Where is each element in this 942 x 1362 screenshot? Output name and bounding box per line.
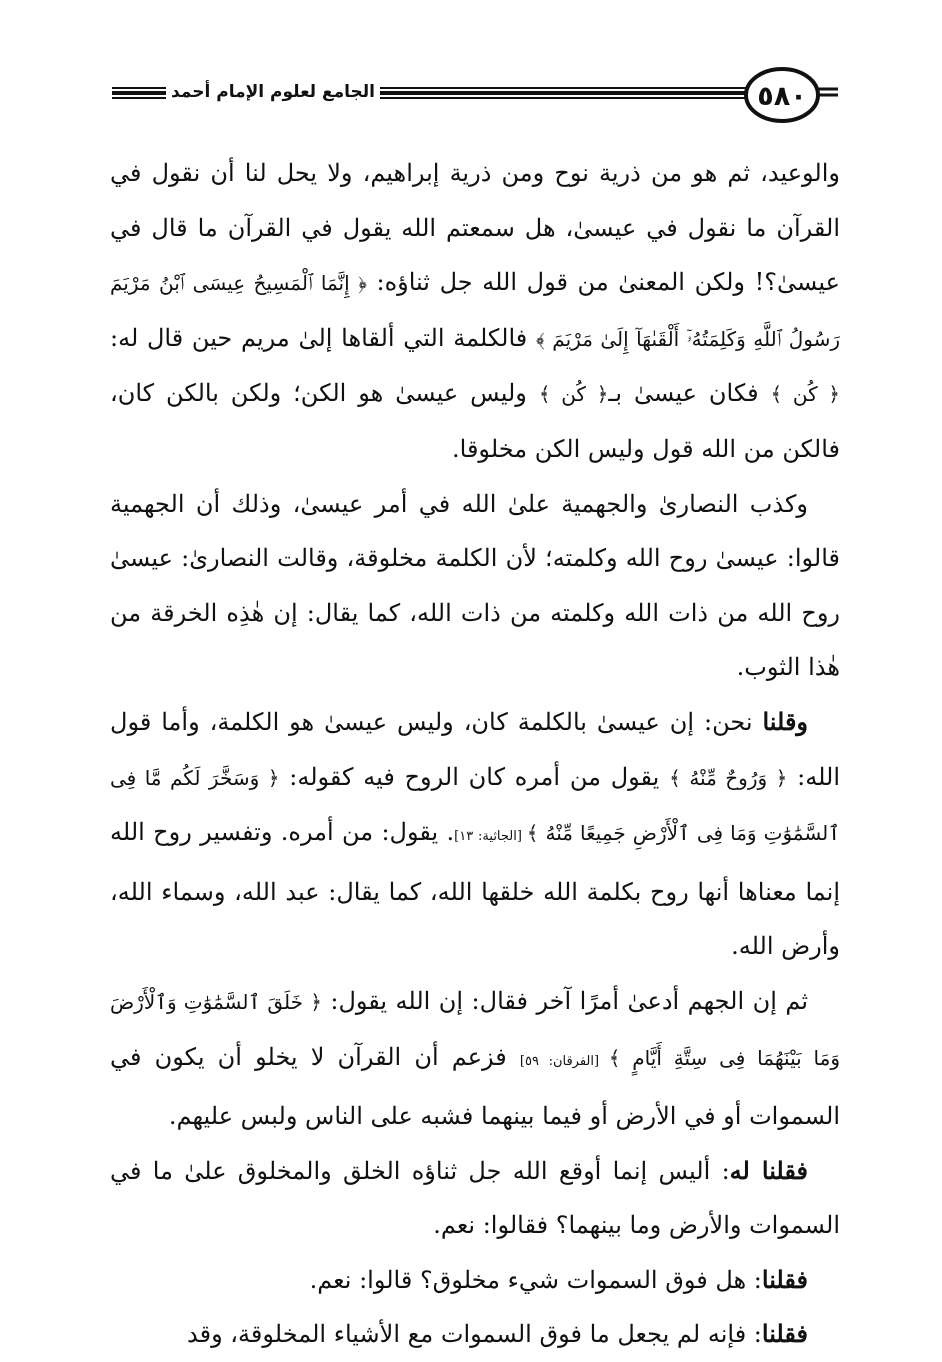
verse-reference: [الجاثية: ١٣] [454, 829, 527, 845]
quran-verse: ﴿ وَرُوحٌ مِّنْهُ ﴾ [669, 765, 788, 790]
body-text: فزعم أن القرآن لا يخلو أن يكون في السموات أو في الأرض أو فيما بينهما فشبه على الناس ولبس عليهم. [110, 1042, 840, 1131]
speaker-label: فقلنا [761, 1264, 808, 1294]
body-text: يقول من أمره كان الروح فيه كقوله: [279, 762, 670, 791]
paragraph-5 [110, 1144, 840, 1253]
paragraph-4 [110, 974, 840, 1144]
body-text: : فإنه لم يجعل ما فوق السموات مع الأشياء المخلوقة، وقد [187, 1320, 762, 1349]
quran-verse: ﴿ إِنَّمَا ٱلْمَسِيحُ عِيسَى ٱبْنُ مَرْيَمَ رَسُولُ ٱللَّهِ وَكَلِمَتُهُۥٓ أَلْقَىٰهَآ إِلَىٰ مَرْيَمَ ﴾ [110, 271, 840, 351]
paragraph-7 [110, 1307, 840, 1362]
quran-verse: ﴿ كُن ﴾ [770, 382, 840, 407]
page-header [0, 0, 942, 150]
body-text: : أليس إنما أوقع الله جل ثناؤه الخلق والمخلوق علىٰ ما في السموات والأرض وما بينهما؟ فقالوا: نعم. [110, 1156, 840, 1240]
paragraph-1 [110, 146, 840, 477]
page-number: ٥٨٠ [757, 80, 807, 112]
quran-verse: ﴿ وَسَخَّرَ لَكُم مَّا فِى ٱلسَّمَٰوَٰتِ وَمَا فِى ٱلْأَرْضِ جَمِيعًا مِّنْهُ ﴾ [110, 765, 840, 846]
running-title: الجامع لعلوم الإمام أحمد [171, 82, 375, 102]
paragraph-3 [110, 695, 840, 974]
body-text: : هل فوق السموات شيء مخلوق؟ قالوا: نعم. [309, 1265, 762, 1294]
paragraph-2 [110, 477, 840, 695]
body-text: والوعيد، ثم هو من ذرية نوح ومن ذرية إبراهيم، ولا يحل لنا أن نقول في القرآن ما نقول في عيسىٰ، هل سمعتم الله يقول في القرآن ما قال في عيسىٰ؟! ولكن المعنىٰ من قول الله جل ثناؤه: [110, 159, 840, 297]
paragraph-6 [110, 1253, 840, 1308]
speaker-label: وقلنا [762, 706, 808, 736]
verse-reference: [الفرقان: ٥٩] [519, 1053, 609, 1069]
body-text: نحن: إن عيسىٰ بالكلمة كان، وليس عيسىٰ هو الكلمة، وأما قول الله: [110, 707, 840, 791]
body-text: وليس عيسىٰ هو الكن؛ ولكن بالكن كان، فالكن من الله قول وليس الكن مخلوقا. [110, 379, 840, 463]
speaker-label: فقلنا [761, 1319, 808, 1349]
quran-verse: ﴿ كُن ﴾ [538, 382, 609, 407]
body-text: وكذب النصارىٰ والجهمية علىٰ الله في أمر عيسىٰ، وذلك أن الجهمية قالوا: عيسىٰ روح الله وكلمته؛ لأن الكلمة مخلوقة، وقالت النصارىٰ: عيسىٰ روح الله من ذات الله وكلمته من ذات الله، كما يقال: إن هٰذِه الخرقة من هٰذا الثوب. [110, 489, 840, 682]
speaker-label: فقلنا له [729, 1155, 808, 1185]
page-body [110, 146, 840, 1362]
body-text: فكان عيسىٰ بـ [608, 379, 771, 408]
body-text: فالكلمة التي ألقاها إلىٰ مريم حين قال له: [110, 323, 536, 352]
quran-verse: ﴿ خَلَقَ ٱلسَّمَٰوَٰتِ وَٱلْأَرْضَ وَمَا بَيْنَهُمَا فِى سِتَّةِ أَيَّامٍ ﴾ [110, 989, 841, 1070]
body-text: . يقول: من أمره. وتفسير روح الله إنما معناها أنها روح بكلمة الله خلقها الله، كما يقال: عبد الله، وسماء الله، وأرض الله. [110, 818, 840, 961]
body-text: ثم إن الجهم أدعىٰ أمرًا آخر فقال: إن الله يقول: [321, 986, 808, 1015]
